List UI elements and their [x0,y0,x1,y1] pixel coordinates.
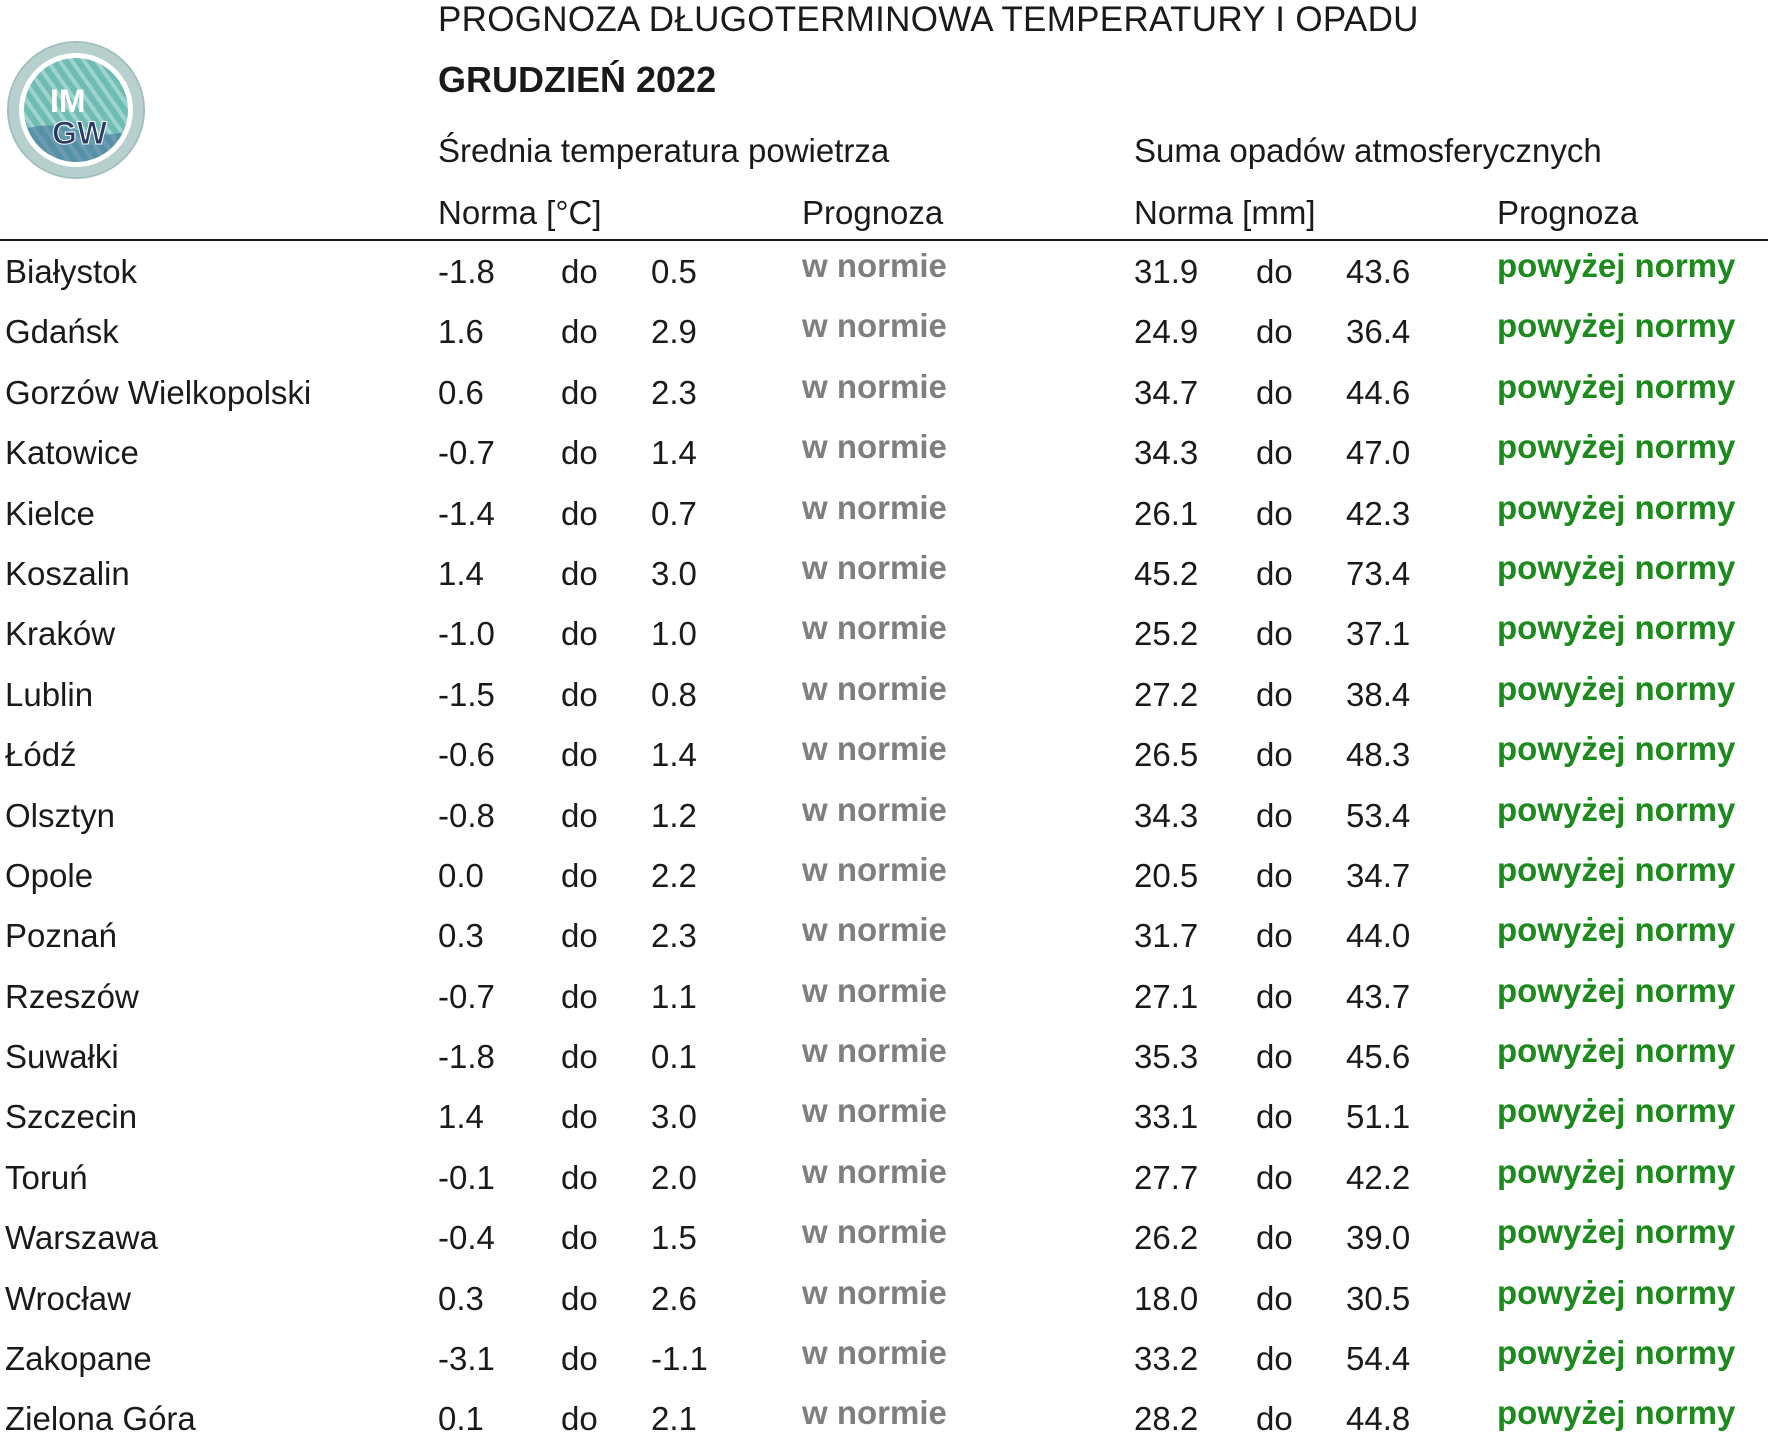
logo-text-im: IM [50,83,86,119]
precip-forecast: powyżej normy [1497,307,1736,345]
precip-norm-separator: do [1256,253,1293,290]
precip-norm-separator: do [1256,1038,1293,1076]
precipitation-norm-header: Norma [mm] [1134,194,1316,231]
precip-norm-separator: do [1256,1279,1293,1317]
precip-norm-separator: do [1256,917,1293,955]
temp-norm-separator: do [561,977,598,1015]
temp-forecast: w normie [802,548,947,586]
temperature-forecast-header: Prognoza [802,194,944,231]
city-name: Szczecin [5,1098,138,1136]
temp-norm-min: -0.8 [438,796,495,834]
precip-norm-min: 20.5 [1134,856,1199,894]
precip-norm-min: 26.5 [1134,736,1199,774]
temp-forecast: w normie [802,911,947,949]
precip-norm-max: 43.6 [1346,253,1411,290]
precip-norm-max: 47.0 [1346,434,1411,472]
precip-forecast: powyżej normy [1497,971,1736,1009]
precip-norm-max: 54.4 [1346,1340,1411,1378]
city-name: Łódź [5,736,77,774]
temp-norm-separator: do [561,253,598,290]
temp-forecast: w normie [802,609,947,647]
temp-norm-max: 1.2 [651,796,697,834]
precip-norm-separator: do [1256,313,1293,351]
table-row [0,1208,1768,1268]
precip-forecast: powyżej normy [1497,911,1736,949]
temp-forecast: w normie [802,367,947,405]
precip-norm-min: 24.9 [1134,313,1199,351]
temp-norm-separator: do [561,554,598,592]
precip-norm-max: 39.0 [1346,1219,1411,1257]
table-row [0,846,1768,906]
temp-forecast: w normie [802,307,947,345]
table-row [0,906,1768,966]
precip-norm-max: 53.4 [1346,796,1411,834]
precip-forecast: powyżej normy [1497,1334,1736,1372]
precip-norm-max: 37.1 [1346,615,1411,653]
precip-norm-separator: do [1256,675,1293,713]
temp-norm-min: 0.1 [438,1400,484,1438]
precip-norm-max: 34.7 [1346,856,1411,894]
temp-forecast: w normie [802,1032,947,1070]
precip-norm-max: 38.4 [1346,675,1411,713]
temp-forecast: w normie [802,1152,947,1190]
temp-norm-separator: do [561,917,598,955]
city-name: Katowice [5,434,139,472]
city-name: Poznań [5,917,117,955]
temp-norm-max: 2.3 [651,373,697,411]
city-name: Białystok [5,253,138,290]
precip-forecast: powyżej normy [1497,730,1736,768]
imgw-logo-emblem [6,40,146,180]
precip-norm-max: 42.2 [1346,1158,1411,1196]
temp-forecast: w normie [802,1213,947,1251]
temp-norm-separator: do [561,1279,598,1317]
temp-norm-separator: do [561,1098,598,1136]
city-name: Rzeszów [5,977,139,1015]
city-name: Warszawa [5,1219,158,1257]
temp-norm-separator: do [561,1400,598,1438]
temp-norm-min: -1.4 [438,494,495,532]
temp-norm-min: 1.6 [438,313,484,351]
precip-norm-min: 34.7 [1134,373,1199,411]
precip-forecast: powyżej normy [1497,790,1736,828]
temp-norm-min: 0.3 [438,917,484,955]
temp-norm-max: 2.9 [651,313,697,351]
temp-norm-max: -1.1 [651,1340,708,1378]
temp-norm-separator: do [561,373,598,411]
city-name: Toruń [5,1158,88,1196]
precip-forecast: powyżej normy [1497,247,1736,284]
temp-norm-max: 0.8 [651,675,697,713]
precip-forecast: powyżej normy [1497,488,1736,526]
temp-norm-min: -0.7 [438,977,495,1015]
logo-text-gw: GW [52,115,108,151]
precip-norm-separator: do [1256,1400,1293,1438]
precip-norm-min: 27.1 [1134,977,1199,1015]
temp-norm-max: 3.0 [651,1098,697,1136]
temp-norm-separator: do [561,796,598,834]
temp-norm-min: 0.6 [438,373,484,411]
page-title: PROGNOZA DŁUGOTERMINOWA TEMPERATURY I OPADU [438,0,1419,39]
table-row [0,302,1768,362]
temp-norm-max: 2.6 [651,1279,697,1317]
precip-norm-separator: do [1256,434,1293,472]
temperature-group-header: Średnia temperatura powietrza [438,132,890,169]
city-name: Opole [5,856,94,894]
precip-forecast: powyżej normy [1497,548,1736,586]
temp-forecast: w normie [802,1334,947,1372]
table-row [0,423,1768,483]
temp-norm-min: 0.3 [438,1279,484,1317]
table-row [0,544,1768,604]
temp-norm-min: -0.4 [438,1219,495,1257]
precip-norm-min: 31.7 [1134,917,1199,955]
table-row [0,665,1768,725]
temp-norm-min: -3.1 [438,1340,495,1378]
temp-norm-min: -1.0 [438,615,495,653]
precip-norm-max: 42.3 [1346,494,1411,532]
temp-norm-min: 0.0 [438,856,484,894]
temp-norm-min: -1.8 [438,1038,495,1076]
precip-norm-separator: do [1256,977,1293,1015]
page-subtitle: GRUDZIEŃ 2022 [438,59,717,100]
table-row [0,363,1768,423]
precip-norm-separator: do [1256,796,1293,834]
temp-norm-max: 0.5 [651,253,697,290]
precip-norm-max: 44.0 [1346,917,1411,955]
temp-forecast: w normie [802,971,947,1009]
precip-forecast: powyżej normy [1497,1152,1736,1190]
city-name: Koszalin [5,554,130,592]
city-name: Zakopane [5,1340,152,1378]
precip-norm-separator: do [1256,856,1293,894]
precip-norm-separator: do [1256,494,1293,532]
temp-forecast: w normie [802,730,947,768]
city-name: Olsztyn [5,796,116,834]
temp-norm-max: 2.3 [651,917,697,955]
temp-norm-separator: do [561,1158,598,1196]
precip-norm-min: 27.7 [1134,1158,1199,1196]
temp-forecast: w normie [802,1092,947,1130]
precip-forecast: powyżej normy [1497,669,1736,707]
precip-norm-separator: do [1256,1158,1293,1196]
precip-norm-min: 31.9 [1134,253,1199,290]
precip-norm-max: 44.6 [1346,373,1411,411]
temp-norm-min: -0.1 [438,1158,495,1196]
temp-norm-separator: do [561,1038,598,1076]
city-name: Kielce [5,494,95,532]
precip-norm-separator: do [1256,1098,1293,1136]
precip-forecast: powyżej normy [1497,428,1736,466]
precip-norm-max: 48.3 [1346,736,1411,774]
temp-forecast: w normie [802,247,947,284]
forecast-table [0,242,1768,1450]
temp-norm-max: 1.4 [651,736,697,774]
precip-forecast: powyżej normy [1497,367,1736,405]
precip-norm-max: 73.4 [1346,554,1411,592]
precip-norm-separator: do [1256,373,1293,411]
temp-forecast: w normie [802,850,947,888]
precip-norm-max: 36.4 [1346,313,1411,351]
precip-forecast: powyżej normy [1497,1273,1736,1311]
temp-norm-max: 2.0 [651,1158,697,1196]
table-row [0,242,1768,302]
precip-norm-min: 45.2 [1134,554,1199,592]
precipitation-forecast-header: Prognoza [1497,194,1639,231]
table-row [0,1027,1768,1087]
temp-norm-max: 2.2 [651,856,697,894]
temp-norm-separator: do [561,1340,598,1378]
city-name: Gorzów Wielkopolski [5,373,312,411]
temp-forecast: w normie [802,1273,947,1311]
temp-forecast: w normie [802,669,947,707]
temp-norm-min: -1.5 [438,675,495,713]
city-name: Suwałki [5,1038,119,1076]
precip-norm-min: 34.3 [1134,796,1199,834]
precip-norm-separator: do [1256,1219,1293,1257]
city-name: Kraków [5,615,116,653]
precip-forecast: powyżej normy [1497,1032,1736,1070]
temp-norm-max: 2.1 [651,1400,697,1438]
temp-norm-min: -0.7 [438,434,495,472]
temp-forecast: w normie [802,428,947,466]
precip-norm-max: 30.5 [1346,1279,1411,1317]
temp-norm-min: -1.8 [438,253,495,290]
temp-norm-min: 1.4 [438,554,484,592]
temp-norm-separator: do [561,736,598,774]
temp-norm-max: 0.7 [651,494,697,532]
table-row [0,484,1768,544]
precip-norm-min: 26.2 [1134,1219,1199,1257]
table-row [0,1329,1768,1389]
temp-norm-max: 3.0 [651,554,697,592]
precip-norm-separator: do [1256,736,1293,774]
city-name: Zielona Góra [5,1400,196,1438]
precip-norm-max: 44.8 [1346,1400,1411,1438]
table-row [0,1269,1768,1329]
table-row [0,1389,1768,1449]
table-row [0,725,1768,785]
temp-norm-separator: do [561,856,598,894]
temp-norm-max: 1.1 [651,977,697,1015]
temp-norm-min: -0.6 [438,736,495,774]
temp-norm-separator: do [561,615,598,653]
precip-norm-separator: do [1256,1340,1293,1378]
precip-norm-min: 28.2 [1134,1400,1199,1438]
city-name: Wrocław [5,1279,131,1317]
precip-norm-min: 26.1 [1134,494,1199,532]
precip-norm-min: 27.2 [1134,675,1199,713]
temp-norm-separator: do [561,313,598,351]
temp-norm-max: 0.1 [651,1038,697,1076]
table-row [0,1087,1768,1147]
precip-forecast: powyżej normy [1497,1394,1736,1432]
table-row [0,967,1768,1027]
precip-norm-separator: do [1256,554,1293,592]
table-row [0,1148,1768,1208]
precip-norm-max: 45.6 [1346,1038,1411,1076]
header-divider [0,239,1768,241]
precip-forecast: powyżej normy [1497,1092,1736,1130]
precip-forecast: powyżej normy [1497,609,1736,647]
temp-norm-max: 1.5 [651,1219,697,1257]
temp-norm-max: 1.4 [651,434,697,472]
precip-forecast: powyżej normy [1497,1213,1736,1251]
table-row [0,786,1768,846]
precip-norm-max: 43.7 [1346,977,1411,1015]
temp-forecast: w normie [802,790,947,828]
precip-norm-separator: do [1256,615,1293,653]
temp-forecast: w normie [802,1394,947,1432]
temp-norm-min: 1.4 [438,1098,484,1136]
city-name: Lublin [5,675,94,713]
precip-norm-min: 34.3 [1134,434,1199,472]
table-row [0,604,1768,664]
precip-norm-min: 25.2 [1134,615,1199,653]
city-name: Gdańsk [5,313,119,351]
temp-norm-separator: do [561,1219,598,1257]
precip-norm-min: 18.0 [1134,1279,1199,1317]
precip-norm-min: 35.3 [1134,1038,1199,1076]
precip-norm-min: 33.1 [1134,1098,1199,1136]
temp-norm-separator: do [561,494,598,532]
temperature-norm-header: Norma [°C] [438,194,602,231]
temp-norm-max: 1.0 [651,615,697,653]
precip-norm-min: 33.2 [1134,1340,1199,1378]
temp-norm-separator: do [561,434,598,472]
temp-norm-separator: do [561,675,598,713]
temp-forecast: w normie [802,488,947,526]
precipitation-group-header: Suma opadów atmosferycznych [1134,132,1602,169]
precip-norm-max: 51.1 [1346,1098,1411,1136]
imgw-logo [6,40,146,180]
precip-forecast: powyżej normy [1497,850,1736,888]
